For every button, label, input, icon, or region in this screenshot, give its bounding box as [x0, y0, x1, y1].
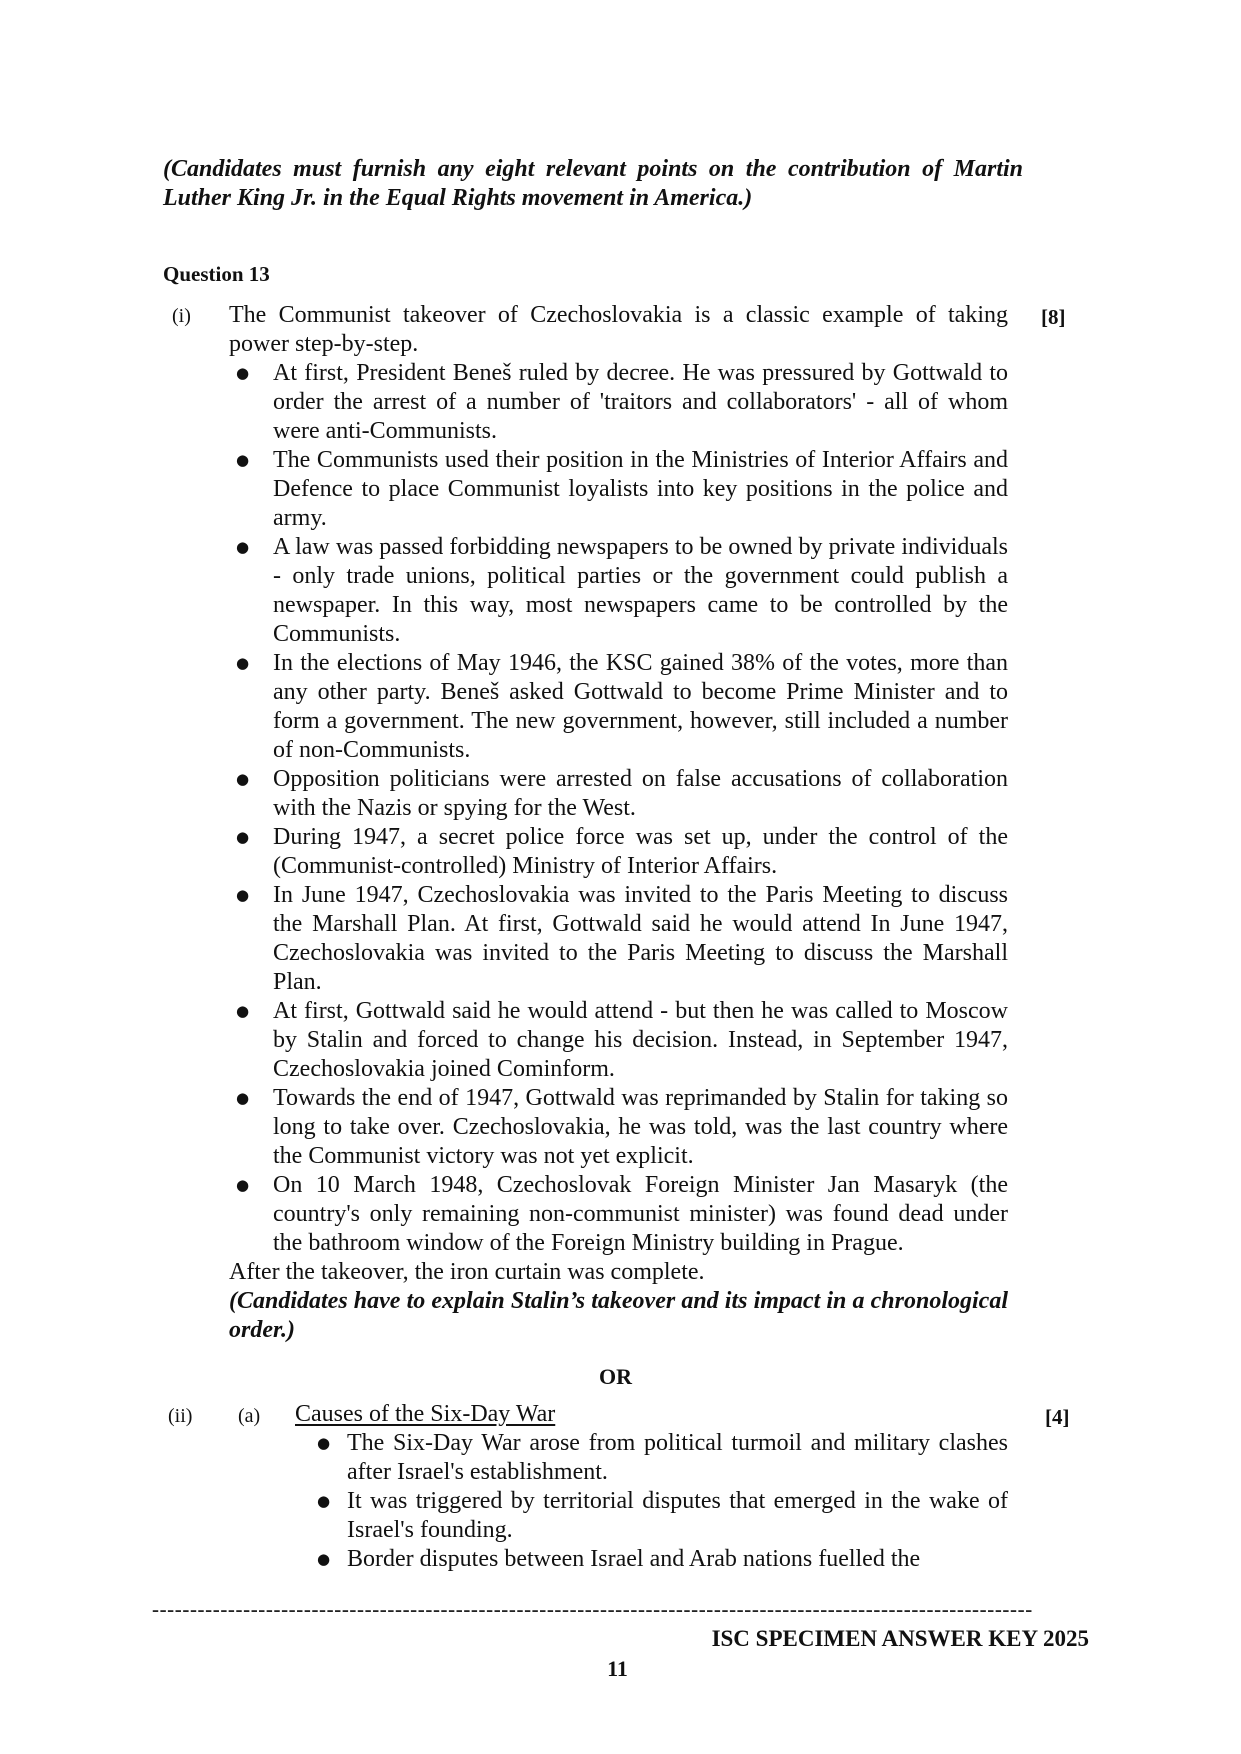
list-item: ● The Communists used their position in the Ministries of Interior Affairs and Defence to place Communist loyalists into key positions in the police and army.	[236, 447, 1008, 531]
part-i-marks: [8]	[1041, 305, 1066, 329]
part-ii-marks: [4]	[1045, 1405, 1070, 1429]
part-i-label: (i)	[172, 305, 191, 327]
or-divider: OR	[599, 1364, 632, 1389]
part-i-closing: After the takeover, the iron curtain was complete.	[229, 1259, 705, 1285]
bullet-icon: ●	[236, 1089, 250, 1107]
part-ii-answer	[295, 1400, 1008, 1574]
bullet-icon: ●	[317, 1550, 331, 1568]
footer-separator: --------------------------------------------------------------------------------------------------------------------	[152, 1598, 1033, 1620]
bullet-icon: ●	[236, 538, 250, 556]
question-title: Question 13	[163, 262, 270, 286]
bullet-icon: ●	[317, 1434, 331, 1452]
bullet-icon: ●	[236, 886, 250, 904]
list-item: ● In June 1947, Czechoslovakia was invited to the Paris Meeting to discuss the Marshall Plan. At first, Gottwald said he would attend In June 1947, Czechoslovakia was invited to the Paris Meeting to discuss the Marshall Plan.	[236, 882, 1008, 995]
bullet-icon: ●	[236, 1176, 250, 1194]
list-item: ● At first, Gottwald said he would attend - but then he was called to Moscow by Stalin and forced to change his decision. Instead, in September 1947, Czechoslovakia joined Cominform.	[236, 998, 1008, 1082]
list-item: ● During 1947, a secret police force was set up, under the control of the (Communist-controlled) Ministry of Interior Affairs.	[236, 824, 1008, 879]
part-i-bullet-list	[229, 359, 1008, 1258]
part-i-intro: The Communist takeover of Czechoslovakia is a classic example of taking power step-by-step.	[229, 302, 1008, 357]
list-item: ● A law was passed forbidding newspapers to be owned by private individuals - only trade unions, political parties or the government could publish a newspaper. In this way, most newspapers came to be controlled by the Communists.	[236, 534, 1008, 647]
bullet-icon: ●	[236, 828, 250, 846]
bullet-icon: ●	[236, 654, 250, 672]
list-item: ● The Six-Day War arose from political turmoil and military clashes after Israel's establishment.	[317, 1430, 1008, 1485]
list-item: ● Opposition politicians were arrested on false accusations of collaboration with the Nazis or spying for the West.	[236, 766, 1008, 821]
list-item: ● Border disputes between Israel and Arab nations fuelled the	[317, 1546, 921, 1572]
part-i-candidate-note: (Candidates have to explain Stalin’s takeover and its impact in a chronological order.)	[229, 1288, 1008, 1343]
bullet-icon: ●	[236, 770, 250, 788]
bullet-icon: ●	[236, 451, 250, 469]
part-i-answer	[229, 301, 1008, 1345]
part-ii-heading: Causes of the Six-Day War	[295, 1401, 556, 1427]
list-item: ● In the elections of May 1946, the KSC gained 38% of the votes, more than any other party. Beneš asked Gottwald to become Prime Minister and to form a government. The new government, however, still included a number of non-Communists.	[236, 650, 1008, 763]
candidate-instruction-note: (Candidates must furnish any eight relevant points on the contribution of Martin Luther King Jr. in the Equal Rights movement in America.)	[163, 156, 1023, 211]
bullet-icon: ●	[236, 1002, 250, 1020]
footer-title: ISC SPECIMEN ANSWER KEY 2025	[711, 1626, 1089, 1651]
bullet-icon: ●	[317, 1492, 331, 1510]
list-item: ● On 10 March 1948, Czechoslovak Foreign Minister Jan Masaryk (the country's only remaining non-communist minister) was found dead under the bathroom window of the Foreign Ministry building in Prague.	[236, 1172, 1008, 1256]
list-item: ● At first, President Beneš ruled by decree. He was pressured by Gottwald to order the arrest of a number of 'traitors and collaborators' - all of whom were anti-Communists.	[236, 360, 1008, 444]
bullet-icon: ●	[236, 364, 250, 382]
list-item: ● Towards the end of 1947, Gottwald was reprimanded by Stalin for taking so long to take over. Czechoslovakia, he was told, was the last country where the Communist victory was not yet explicit.	[236, 1085, 1008, 1169]
part-ii-sub-label: (a)	[238, 1405, 261, 1427]
list-item: ● It was triggered by territorial disputes that emerged in the wake of Israel's founding.	[317, 1488, 1008, 1543]
part-ii-label: (ii)	[168, 1405, 193, 1427]
part-ii-bullet-list	[295, 1429, 1008, 1574]
page-number: 11	[607, 1656, 628, 1681]
